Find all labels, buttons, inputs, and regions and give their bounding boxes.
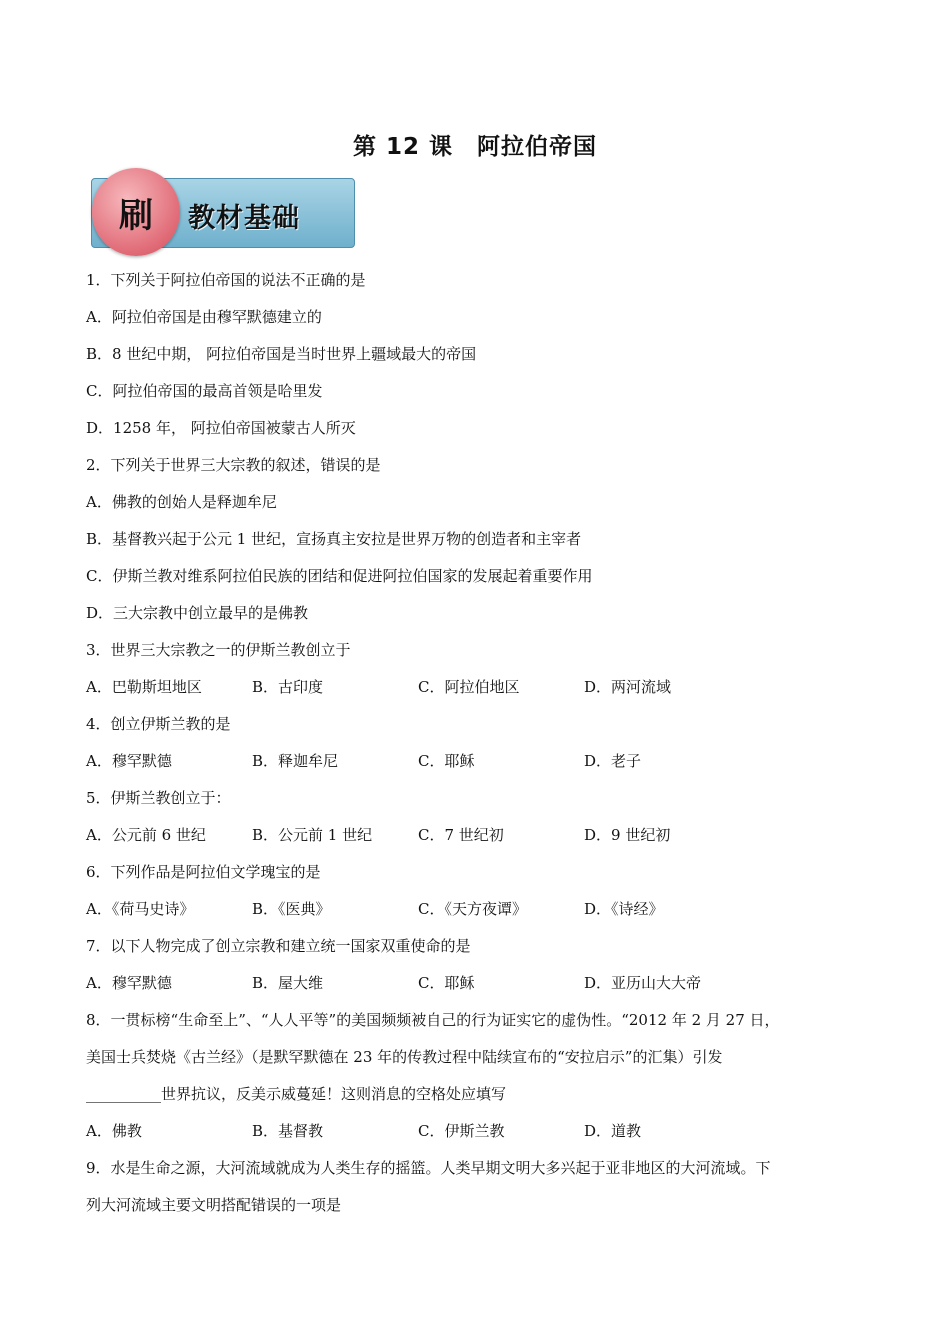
option-row — [86, 669, 876, 706]
option-row — [86, 817, 876, 854]
option-c: C．阿拉伯帝国的最高首领是哈里发 — [86, 382, 323, 400]
question-stem: 7．以下人物完成了创立宗教和建立统一国家双重使命的是 — [86, 937, 471, 955]
option-a: A．佛教 — [86, 1122, 142, 1140]
question-list — [86, 262, 876, 1224]
question-stem-line: __________世界抗议，反美示威蔓延！这则消息的空格处应填写 — [86, 1085, 507, 1103]
question-stem: 1．下列关于阿拉伯帝国的说法不正确的是 — [86, 271, 366, 289]
option-d: D．道教 — [584, 1122, 642, 1140]
question-stem-line: 9．水是生命之源，大河流域就成为人类生存的摇篮。人类早期文明大多兴起于亚非地区的大河流域。下 — [86, 1159, 771, 1177]
option-d: D．9 世纪初 — [584, 826, 671, 844]
option-b: B．基督教 — [252, 1122, 324, 1140]
option-b: B．屋大维 — [252, 974, 324, 992]
brush-badge-icon — [92, 168, 180, 256]
option-a: A．《荷马史诗》 — [86, 900, 195, 918]
option-a: A．穆罕默德 — [86, 974, 172, 992]
option-b: B．8 世纪中期， 阿拉伯帝国是当时世界上疆域最大的帝国 — [86, 345, 477, 363]
question-stem: 4．创立伊斯兰教的是 — [86, 715, 231, 733]
option-a: A．佛教的创始人是释迦牟尼 — [86, 493, 277, 511]
option-row — [86, 743, 876, 780]
option-row — [86, 891, 876, 928]
option-a: A．公元前 6 世纪 — [86, 826, 206, 844]
option-b: B．基督教兴起于公元 1 世纪，宣扬真主安拉是世界万物的创造者和主宰者 — [86, 530, 582, 548]
option-a: A．穆罕默德 — [86, 752, 172, 770]
option-c: C．耶稣 — [418, 752, 475, 770]
option-a: A．阿拉伯帝国是由穆罕默德建立的 — [86, 308, 322, 326]
option-d: D．三大宗教中创立最早的是佛教 — [86, 604, 309, 622]
option-b: B．《医典》 — [252, 900, 331, 918]
question-stem: 6．下列作品是阿拉伯文学瑰宝的是 — [86, 863, 321, 881]
option-d: D．1258 年， 阿拉伯帝国被蒙古人所灭 — [86, 419, 356, 437]
question-stem: 3．世界三大宗教之一的伊斯兰教创立于 — [86, 641, 351, 659]
option-row — [86, 1113, 876, 1150]
option-c: C．耶稣 — [418, 974, 475, 992]
page-title: 第 12 课 阿拉伯帝国 — [352, 134, 598, 160]
option-b: B．释迦牟尼 — [252, 752, 339, 770]
question-stem-line: 8．一贯标榜“生命至上”、“人人平等”的美国频频被自己的行为证实它的虚伪性。“2012 年 2 月 27 日， — [86, 1011, 780, 1029]
question-stem-line: 美国士兵焚烧《古兰经》（是默罕默德在 23 年的传教过程中陆续宣布的“安拉启示”的汇集）引发 — [86, 1048, 723, 1066]
option-d: D．《诗经》 — [584, 900, 664, 918]
question-stem: 5．伊斯兰教创立于： — [86, 789, 231, 807]
badge-char: 刷 — [119, 195, 153, 236]
option-c: C．《天方夜谭》 — [418, 900, 527, 918]
option-d: D．老子 — [584, 752, 642, 770]
option-a: A．巴勒斯坦地区 — [86, 678, 202, 696]
option-c: C．伊斯兰教对维系阿拉伯民族的团结和促进阿拉伯国家的发展起着重要作用 — [86, 567, 593, 585]
question-stem: 2．下列关于世界三大宗教的叙述，错误的是 — [86, 456, 381, 474]
option-b: B．古印度 — [252, 678, 324, 696]
option-c: C．7 世纪初 — [418, 826, 504, 844]
option-row — [86, 965, 876, 1002]
option-d: D．亚历山大大帝 — [584, 974, 702, 992]
option-c: C．阿拉伯地区 — [418, 678, 520, 696]
question-stem-line: 列大河流域主要文明搭配错误的一项是 — [86, 1196, 342, 1214]
section-label: 教材基础 — [188, 203, 300, 234]
option-b: B．公元前 1 世纪 — [252, 826, 373, 844]
option-d: D．两河流域 — [584, 678, 672, 696]
option-c: C．伊斯兰教 — [418, 1122, 505, 1140]
